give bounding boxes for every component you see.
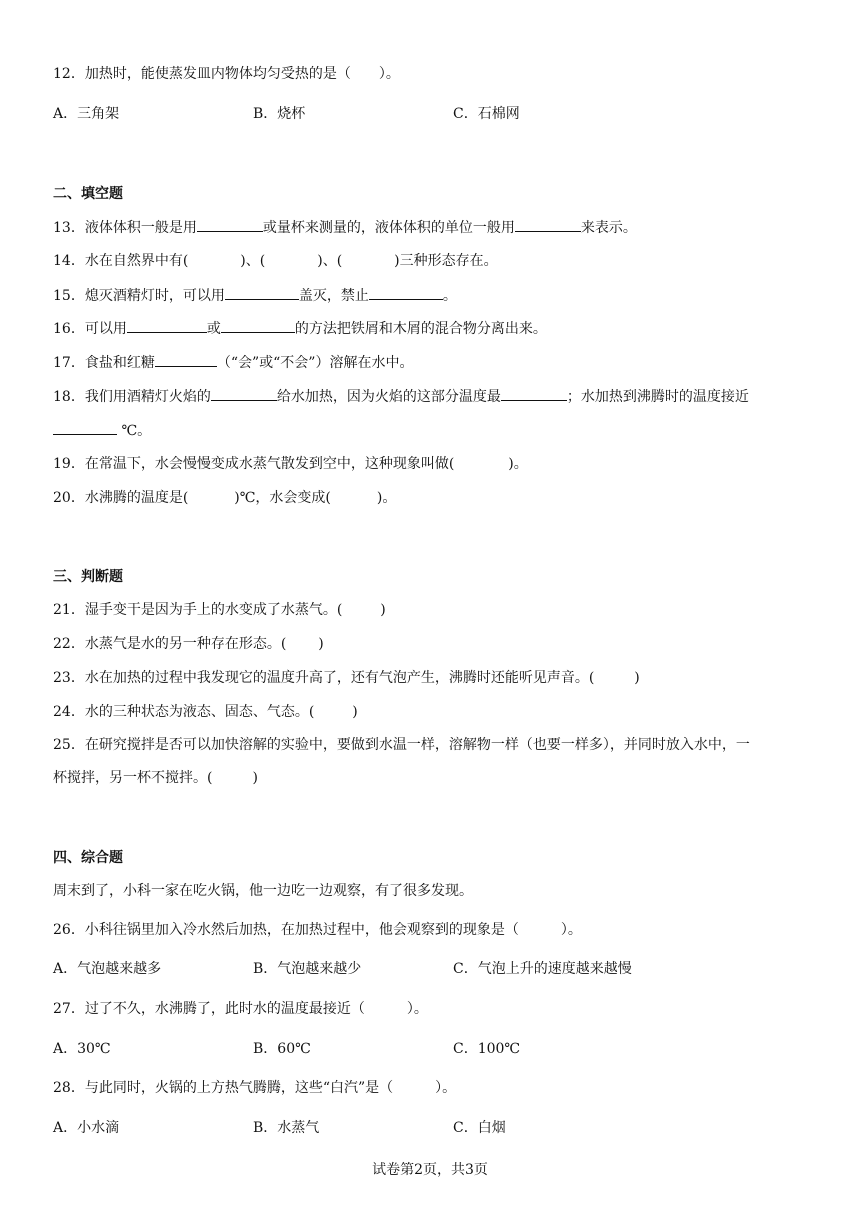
question-26	[53, 920, 582, 940]
question-number: 13．	[53, 220, 85, 236]
option-b: B．气泡越来越少	[253, 961, 362, 977]
question-18	[53, 386, 749, 407]
option-b: B．水蒸气	[253, 1120, 320, 1136]
question-text: 水的三种状态为液态、固态、气态。(	[84, 704, 315, 720]
question-number: 26．	[53, 922, 85, 938]
section-heading-fill-in: 二、填空题	[53, 186, 123, 202]
question-text: ℃。	[121, 423, 152, 439]
question-text: )。	[508, 456, 528, 472]
scenario-intro: 周末到了，小科一家在吃火锅，他一边吃一边观察，有了很多发现。	[53, 883, 473, 899]
option-b: B．60℃	[253, 1041, 311, 1057]
question-19	[53, 454, 528, 474]
question-text: 在研究搅拌是否可以加快溶解的实验中，要做到水温一样，溶解物一样（也要一样多），并同时放入水中，一	[84, 737, 750, 753]
question-text: 过了不久，水沸腾了，此时水的温度最接近（ ）。	[84, 1001, 428, 1017]
question-number: 18．	[53, 389, 85, 405]
question-text: )℃，水会变成(	[234, 490, 331, 506]
question-12	[53, 64, 400, 84]
close-paren: )	[252, 770, 258, 786]
question-15	[53, 285, 457, 306]
question-text: 熄灭酒精灯时，可以用	[84, 288, 225, 304]
option-a: A．小水滴	[53, 1120, 120, 1136]
question-text: 在常温下，水会慢慢变成水蒸气散发到空中，这种现象叫做(	[84, 456, 455, 472]
question-text: )。	[376, 490, 397, 506]
close-paren: )	[634, 670, 640, 686]
question-22	[53, 634, 324, 654]
answer-blank[interactable]	[515, 217, 581, 232]
question-25	[53, 735, 750, 755]
answer-blank[interactable]	[127, 318, 207, 333]
answer-blank[interactable]	[197, 217, 263, 232]
question-text: 与此同时，火锅的上方热气腾腾，这些“白汽”是（ ）。	[84, 1080, 457, 1096]
question-text: 水在自然界中有(	[84, 253, 189, 269]
close-paren: )	[318, 636, 324, 652]
question-number: 14．	[53, 253, 85, 269]
question-number: 15．	[53, 288, 85, 304]
option-b: B．烧杯	[253, 106, 306, 122]
question-text: 我们用酒精灯火焰的	[84, 389, 211, 405]
section-heading-true-false: 三、判断题	[53, 569, 123, 585]
question-number: 17．	[53, 355, 85, 371]
question-text: )、(	[240, 253, 266, 269]
question-number: 20．	[53, 490, 85, 506]
question-17	[53, 352, 413, 373]
question-text: 水在加热的过程中我发现它的温度升高了，还有气泡产生，沸腾时还能听见声音。(	[84, 670, 595, 686]
page-footer: 试卷第2页，共3页	[372, 1162, 488, 1178]
question-text: 液体体积一般是用	[84, 220, 197, 236]
question-16	[53, 318, 547, 339]
answer-blank[interactable]	[155, 352, 217, 367]
question-text: 或量杯来测量的，液体体积的单位一般用	[262, 220, 515, 236]
option-a: A．30℃	[53, 1041, 111, 1057]
question-text: 的方法把铁屑和木屑的混合物分离出来。	[294, 321, 547, 337]
option-c: C．白烟	[453, 1120, 506, 1136]
question-text: 来表示。	[580, 220, 637, 236]
question-text: 湿手变干是因为手上的水变成了水蒸气。(	[84, 602, 343, 618]
question-21	[53, 600, 386, 620]
question-text: 给水加热，因为火焰的这部分温度最	[276, 389, 501, 405]
question-text: )、(	[317, 253, 343, 269]
question-24	[53, 702, 358, 722]
question-20	[53, 488, 396, 508]
question-number: 27．	[53, 1001, 85, 1017]
question-text: 可以用	[84, 321, 127, 337]
question-text: )三种形态存在。	[394, 253, 498, 269]
question-text: 盖灭，禁止	[298, 288, 369, 304]
question-18-continued	[53, 420, 151, 441]
question-number: 24．	[53, 704, 85, 720]
answer-blank[interactable]	[53, 420, 117, 435]
question-text: 食盐和红糖	[84, 355, 155, 371]
option-c: C．气泡上升的速度越来越慢	[453, 961, 632, 977]
option-c: C．石棉网	[453, 106, 520, 122]
question-25-continued	[53, 768, 258, 788]
question-14	[53, 251, 498, 271]
question-number: 21．	[53, 602, 85, 618]
question-text: 或	[206, 321, 221, 337]
answer-blank[interactable]	[369, 285, 443, 300]
question-text: 水沸腾的温度是(	[84, 490, 189, 506]
close-paren: )	[380, 602, 386, 618]
question-text: 。	[442, 288, 457, 304]
question-text: ；水加热到沸腾时的温度接近	[566, 389, 749, 405]
question-number: 22．	[53, 636, 85, 652]
question-13	[53, 217, 637, 238]
answer-blank[interactable]	[211, 386, 277, 401]
question-23	[53, 668, 640, 688]
question-number: 16．	[53, 321, 85, 337]
question-number: 25．	[53, 737, 85, 753]
section-heading-comprehensive: 四、综合题	[53, 850, 123, 866]
question-text: （“会”或“不会”）溶解在水中。	[216, 355, 414, 371]
question-number: 23．	[53, 670, 85, 686]
option-c: C．100℃	[453, 1041, 521, 1057]
close-paren: )	[352, 704, 358, 720]
question-27	[53, 999, 428, 1019]
answer-blank[interactable]	[221, 318, 295, 333]
question-28	[53, 1078, 456, 1098]
question-text: 水蒸气是水的另一种存在形态。(	[84, 636, 287, 652]
option-a: A．三角架	[53, 106, 120, 122]
question-number: 28．	[53, 1080, 85, 1096]
question-number: 19．	[53, 456, 85, 472]
question-text: 加热时，能使蒸发皿内物体均匀受热的是（ ）。	[84, 66, 400, 82]
answer-blank[interactable]	[225, 285, 299, 300]
question-text: 杯搅拌，另一杯不搅拌。(	[53, 770, 213, 786]
question-number: 12．	[53, 66, 85, 82]
answer-blank[interactable]	[501, 386, 567, 401]
option-a: A．气泡越来越多	[53, 961, 162, 977]
question-text: 小科往锅里加入冷水然后加热，在加热过程中，他会观察到的现象是（ ）。	[84, 922, 582, 938]
